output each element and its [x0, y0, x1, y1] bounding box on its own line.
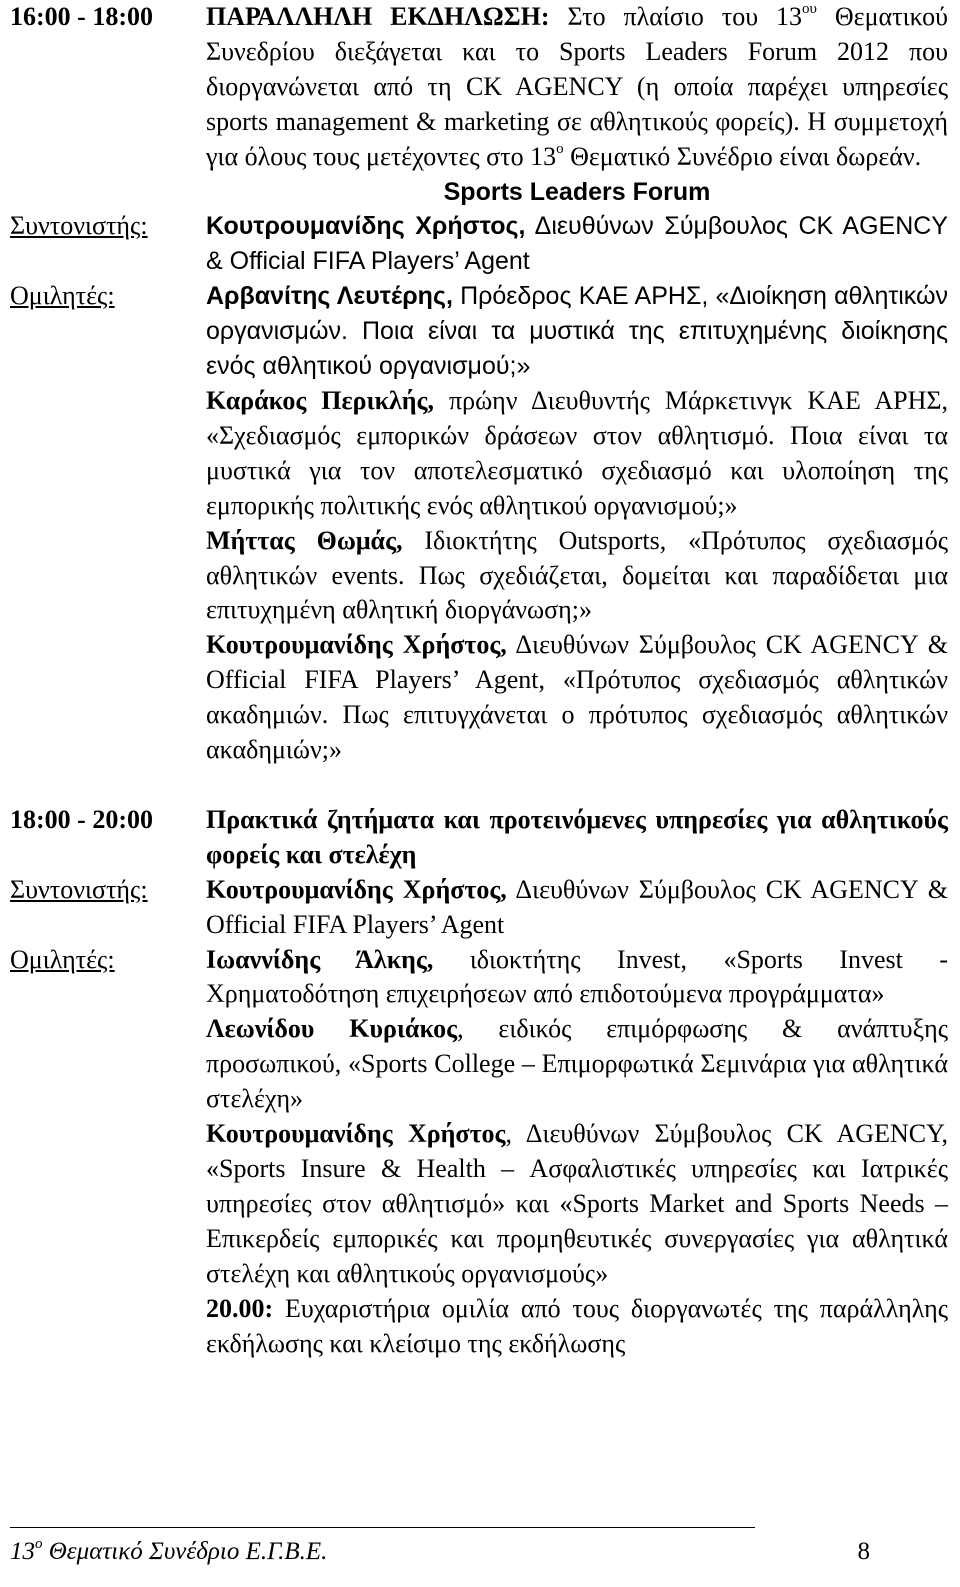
coordinator-name: Κουτρουμανίδης Χρήστος, — [206, 874, 507, 904]
session-1 — [10, 0, 950, 209]
closing-time: 20.00: — [206, 1293, 274, 1323]
closing-entry: 20.00: Ευχαριστήρια ομιλία από τους διοργανωτές της παράλληλης εκδήλωσης και κλείσιμο της εκδήλωσης — [206, 1293, 948, 1358]
page-number: 8 — [857, 1538, 870, 1565]
session-2-time: 18:00 - 20:00 — [10, 804, 153, 834]
session-1-content — [206, 0, 948, 209]
session-2-speakers — [10, 943, 950, 1362]
footer-title: $13^o$ Θεματικό Συνέδριο Ε.Γ.Β.Ε. — [10, 1535, 328, 1565]
speaker-entry: Καράκος Περικλής, πρώην Διευθυντής Μάρκετινγκ ΚΑΕ ΑΡΗΣ, «Σχεδιασμός εμπορικών δράσεων στον αθλητισμό. Ποια είναι τα μυστικά για τον αποτελεσματικό σχεδιασμό και υλοποίηση της εμπορικής πολιτικής ενός αθλητικού οργανισμού;» — [206, 385, 948, 520]
speaker-name: Λεωνίδου Κυριάκος — [206, 1014, 458, 1044]
speaker-name: Αρβανίτης Λευτέρης, — [206, 282, 453, 311]
speaker-entry: Μήττας Θωμάς, Ιδιοκτήτης Outsports, «Πρότυπος σχεδιασμός αθλητικών events. Πως σχεδιάζεται, δομείται και παραδίδεται μια επιτυχημένη αθλητική διοργάνωση;» — [206, 525, 948, 625]
session-2-coordinator — [10, 873, 950, 943]
speaker-name: Κουτρουμανίδης Χρήστος, — [206, 630, 507, 660]
coordinator-entry: Κουτρουμανίδης Χρήστος, Διευθύνων Σύμβουλος CK AGENCY & Official FIFA Players’ Agent — [206, 874, 948, 939]
speakers-label: Ομιλητές: — [10, 944, 115, 974]
forum-title: Sports Leaders Forum — [443, 177, 711, 206]
speaker-name: Καράκος Περικλής, — [206, 385, 435, 415]
speakers-label: Ομιλητές: — [10, 281, 115, 311]
coordinator-entry: Κουτρουμανίδης Χρήστος, Διευθύνων Σύμβουλος CK AGENCY & Official FIFA Players’ Agent — [206, 212, 948, 276]
session-2-title: Πρακτικά ζητήματα και προτεινόμενες υπηρεσίες για αθλητικούς φορείς και στελέχη — [206, 804, 948, 869]
speaker-entry: Κουτρουμανίδης Χρήστος, Διευθύνων Σύμβουλος CK AGENCY, «Sports Insure & Health – Ασφαλιστικές υπηρεσίες και Ιατρικές υπηρεσίες στον αθλητισμό» και «Sports Market and Sports Needs – Επικερδείς εμπορικές και προμηθευτικές συνεργασίες για αθλητικά στελέχη και αθλητικούς οργανισμούς» — [206, 1119, 948, 1288]
coordinator-label: Συντονιστής: — [10, 211, 148, 241]
section-spacer — [10, 768, 950, 803]
parallel-event-paragraph: ΠΑΡΑΛΛΗΛΗ ΕΚΔΗΛΩΣΗ: Στο πλαίσιο του $13^{o\upsilon}$ Θεματικού Συνεδρίου διεξάγεται και το Sports Leaders Forum 2012 που διοργανώνεται από τη CK AGENCY (η οποία παρέχει υπηρεσίες sports management & marketing σε αθλητικούς φορείς). Η συμμετοχή για όλους τους μετέχοντες στο $13^o$ Θεματικό Συνέδριο είναι δωρεάν. — [206, 1, 948, 171]
speaker-name: Ιωαννίδης Άλκης, — [206, 944, 434, 974]
footer-divider — [10, 1527, 755, 1528]
speaker-entry: Κουτρουμανίδης Χρήστος, Διευθύνων Σύμβουλος CK AGENCY & Official FIFA Players’ Agent, «Πρότυπος σχεδιασμός αθλητικών ακαδημιών. Πως επιτυγχάνεται ο πρότυπος σχεδιασμός αθλητικών ακαδημιών;» — [206, 630, 948, 765]
speaker-entry: Αρβανίτης Λευτέρης, Πρόεδρος ΚΑΕ ΑΡΗΣ, «Διοίκηση αθλητικών οργανισμών. Ποια είναι τα μυστικά της επιτυχημένης διοίκησης ενός αθλητικού οργανισμού;» — [206, 282, 949, 381]
session-1-coordinator — [10, 209, 950, 279]
speaker-name: Μήττας Θωμάς, — [206, 525, 403, 555]
session-2 — [10, 803, 950, 873]
page-footer — [10, 1535, 870, 1569]
coordinator-name: Κουτρουμανίδης Χρήστος, — [206, 212, 526, 241]
document-page — [10, 0, 950, 1361]
session-1-time: 16:00 - 18:00 — [10, 2, 153, 31]
speaker-entry: Λεωνίδου Κυριάκος, ειδικός επιμόρφωσης & ανάπτυξης προσωπικού, «Sports College – Επιμορφωτικά Σεμινάρια για αθλητικά στελέχη» — [206, 1014, 949, 1114]
speaker-name: Κουτρουμανίδης Χρήστος — [206, 1119, 506, 1149]
speaker-entry: Ιωαννίδης Άλκης, ιδιοκτήτης Invest, «Sports Invest - Χρηματοδότηση επιχειρήσεων από επιδοτούμενα προγράμματα» — [206, 944, 948, 1009]
parallel-event-heading: ΠΑΡΑΛΛΗΛΗ ΕΚΔΗΛΩΣΗ: — [206, 2, 550, 31]
coordinator-label: Συντονιστής: — [10, 874, 148, 904]
session-1-speakers — [10, 279, 950, 768]
